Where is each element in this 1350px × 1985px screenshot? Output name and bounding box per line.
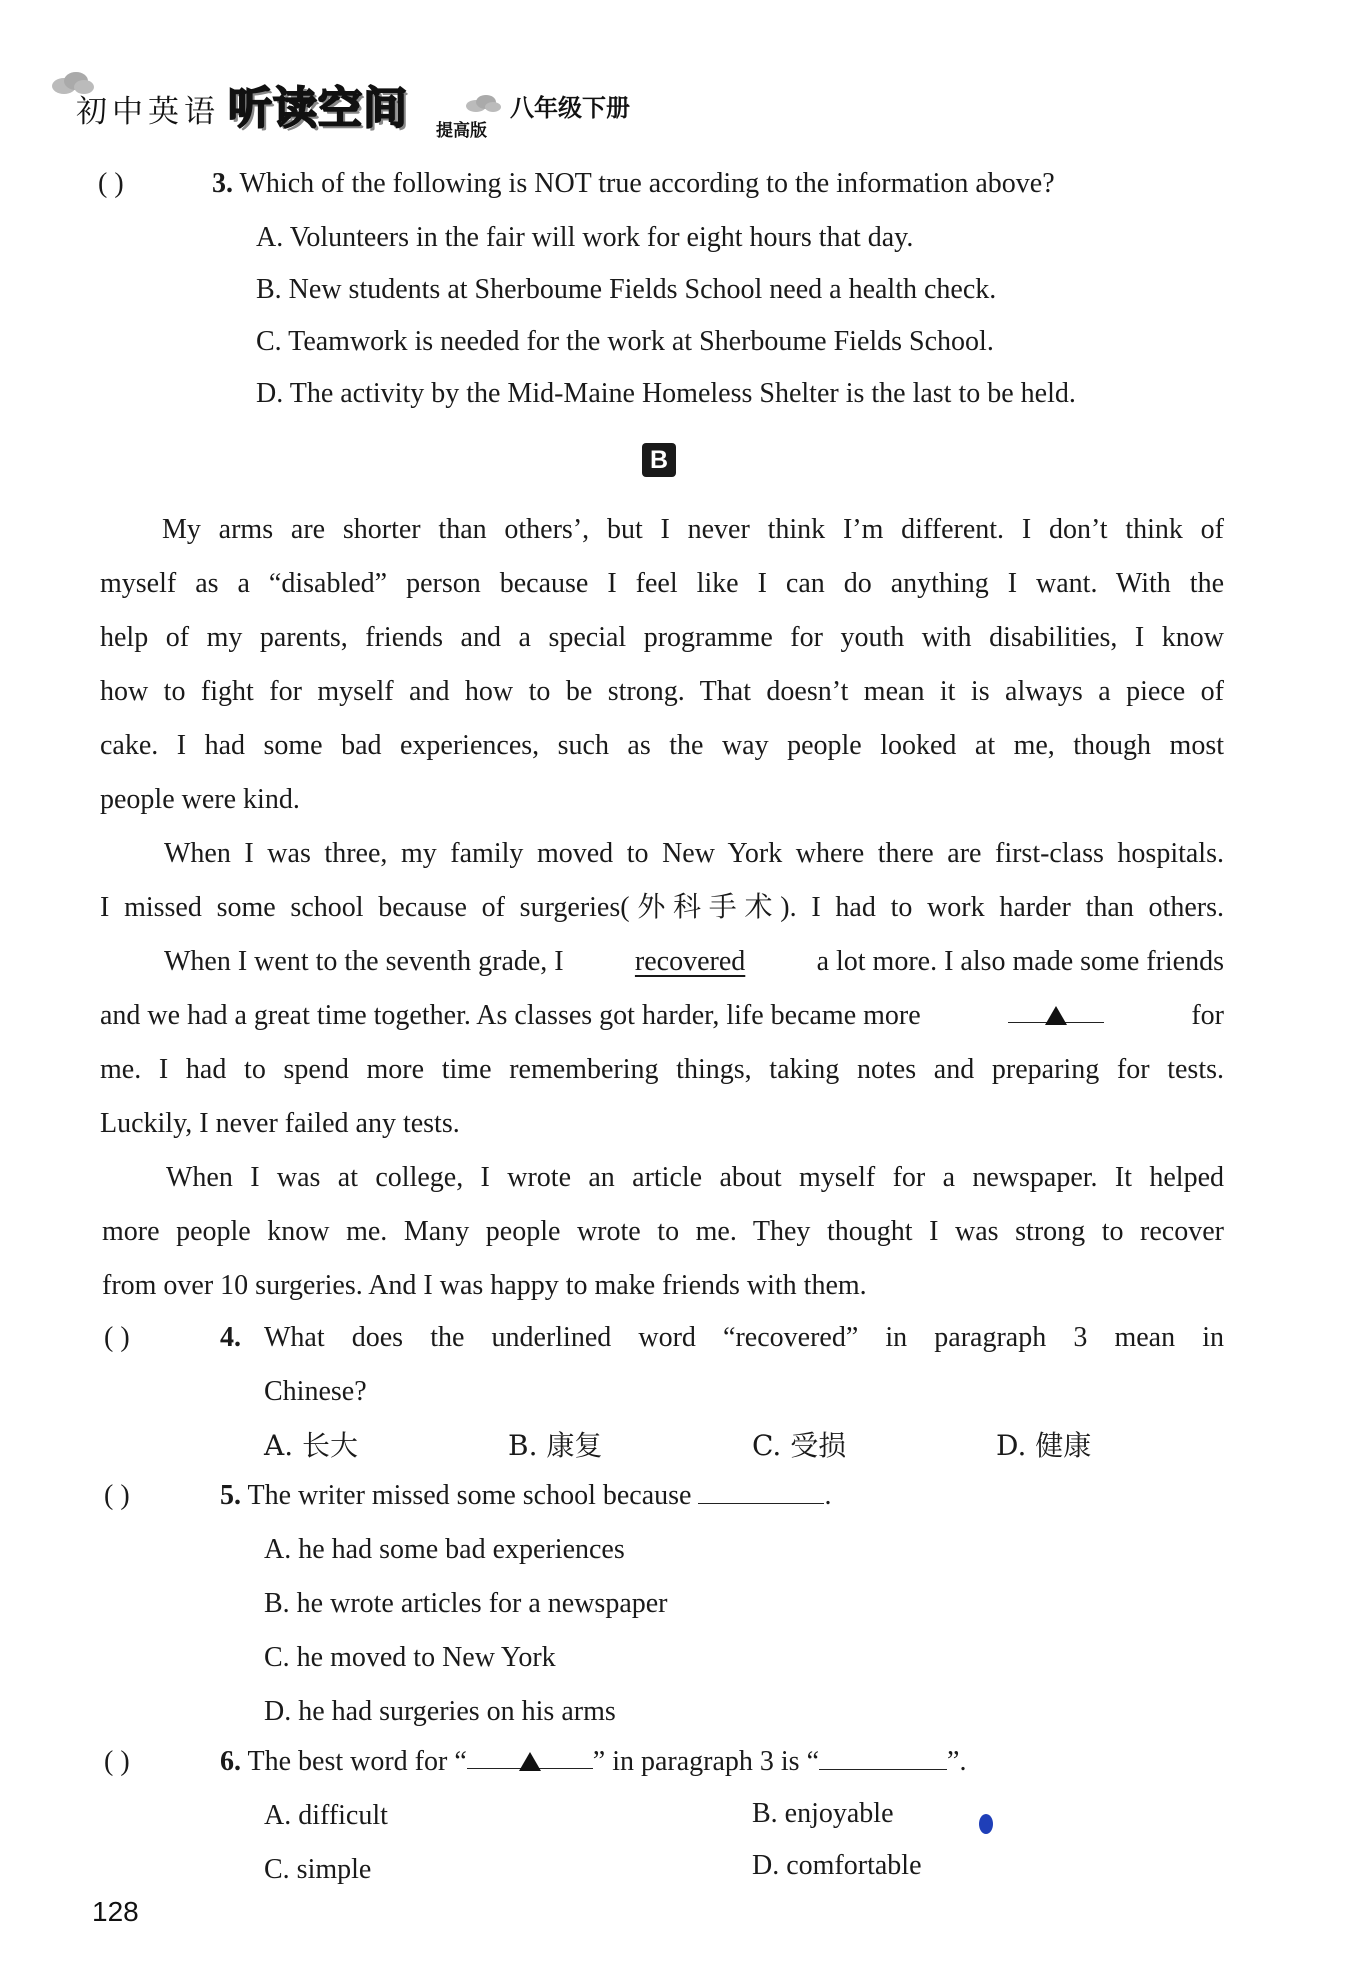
passage-line: me. I had to spend more time remembering things, taking notes and preparing for tests. — [100, 1054, 1224, 1085]
q5-option-a: A. he had some bad experiences — [264, 1534, 625, 1565]
q6-option-b: B. enjoyable — [752, 1798, 894, 1829]
q5-option-d: D. he had surgeries on his arms — [264, 1696, 616, 1727]
q3-option-a: A. Volunteers in the fair will work for eight hours that day. — [256, 222, 914, 253]
passage-line: from over 10 surgeries. And I was happy to make friends with them. — [102, 1270, 867, 1301]
passage-line: people were kind. — [100, 784, 300, 815]
edition-label: 提高版 — [436, 121, 487, 141]
passage-line: help of my parents, friends and a special programme for youth with disabilities, I know — [100, 622, 1224, 653]
passage-line: myself as a “disabled” person because I feel like I can do anything I want. With the — [100, 568, 1224, 599]
page-number: 128 — [92, 1896, 139, 1927]
question-6-text: The best word for “ — [247, 1746, 467, 1777]
answer-paren-6[interactable]: ( ) — [104, 1746, 130, 1777]
question-4-text-cont: Chinese? — [264, 1376, 367, 1407]
question-5-stem: 5. The writer missed some school because . — [220, 1480, 832, 1511]
question-6-text: ”. — [947, 1746, 967, 1777]
passage-line: I missed some school because of surgeries(外科手术). I had to work harder than others. — [100, 892, 1224, 923]
ink-mark — [979, 1814, 993, 1834]
question-3-stem — [212, 166, 1055, 202]
answer-blank[interactable] — [819, 1745, 947, 1770]
section-label-b: B — [642, 443, 676, 477]
question-3-text: Which of the following is NOT true according to the information above? — [239, 168, 1055, 199]
q6-option-a: A. difficult — [264, 1800, 388, 1831]
passage-line: Luckily, I never failed any tests. — [100, 1108, 460, 1139]
answer-paren-4[interactable]: ( ) — [104, 1322, 130, 1353]
passage-text: a lot more. I also made some friends — [816, 946, 1224, 977]
question-4-text: What does the underlined word “recovered” in paragraph 3 mean in — [264, 1322, 1224, 1353]
q5-option-c: C. he moved to New York — [264, 1642, 556, 1673]
passage-text: and we had a great time together. As classes got harder, life became more — [100, 1000, 921, 1031]
triangle-icon — [519, 1752, 541, 1771]
reference-blank — [467, 1744, 593, 1769]
underlined-word: recovered — [634, 946, 746, 977]
passage-text: When I went to the seventh grade, I — [164, 946, 564, 977]
book-header — [28, 62, 728, 142]
q6-option-c: C. simple — [264, 1854, 372, 1885]
cloud-icon — [464, 94, 502, 114]
passage-line: My arms are shorter than others’, but I never think I’m different. I don’t think of — [162, 514, 1224, 545]
q6-option-d: D. comfortable — [752, 1850, 922, 1881]
grade-label: 八年级下册 — [510, 94, 630, 122]
q4-option-a: A. 长大 — [264, 1429, 359, 1462]
answer-paren-3[interactable]: ( ) — [98, 168, 124, 199]
passage-line-with-blank — [100, 998, 1224, 1034]
q3-option-c: C. Teamwork is needed for the work at Sherboume Fields School. — [256, 326, 994, 357]
passage-line: When I was three, my family moved to New York where there are first-class hospitals. — [164, 838, 1224, 869]
passage-line: cake. I had some bad experiences, such as the way people looked at me, though most — [100, 730, 1224, 761]
passage-line: more people know me. Many people wrote to me. They thought I was strong to recover — [102, 1216, 1224, 1247]
q4-option-d: D. 健康 — [996, 1429, 1092, 1462]
q4-option-b: B. 康复 — [508, 1429, 603, 1462]
q4-option-c: C. 受损 — [752, 1429, 847, 1462]
answer-paren-5[interactable]: ( ) — [104, 1480, 130, 1511]
passage-line: When I was at college, I wrote an article about myself for a newspaper. It helped — [166, 1162, 1224, 1193]
brand-logo: 听读空间 — [228, 83, 408, 134]
question-5-text: The writer missed some school because — [247, 1480, 692, 1511]
passage-blank[interactable] — [1008, 998, 1104, 1023]
triangle-icon — [1045, 1006, 1067, 1025]
question-6-number: 6. — [220, 1746, 241, 1777]
question-3-number: 3. — [212, 168, 233, 199]
q3-option-d: D. The activity by the Mid-Maine Homeless Shelter is the last to be held. — [256, 378, 1076, 409]
q5-option-b: B. he wrote articles for a newspaper — [264, 1588, 668, 1619]
passage-line-with-underline — [164, 944, 1224, 980]
answer-blank[interactable] — [698, 1479, 824, 1504]
q3-option-b: B. New students at Sherboume Fields School need a health check. — [256, 274, 997, 305]
passage-text: for — [1191, 1000, 1224, 1031]
question-5-number: 5. — [220, 1480, 241, 1511]
question-6-stem — [220, 1744, 966, 1780]
series-title: 初中英语 — [76, 94, 220, 130]
question-4-number: 4. — [220, 1322, 241, 1353]
question-4-stem — [220, 1320, 1224, 1356]
passage-line: how to fight for myself and how to be strong. That doesn’t mean it is always a piece of — [100, 676, 1224, 707]
question-6-text: ” in paragraph 3 is “ — [592, 1746, 820, 1777]
